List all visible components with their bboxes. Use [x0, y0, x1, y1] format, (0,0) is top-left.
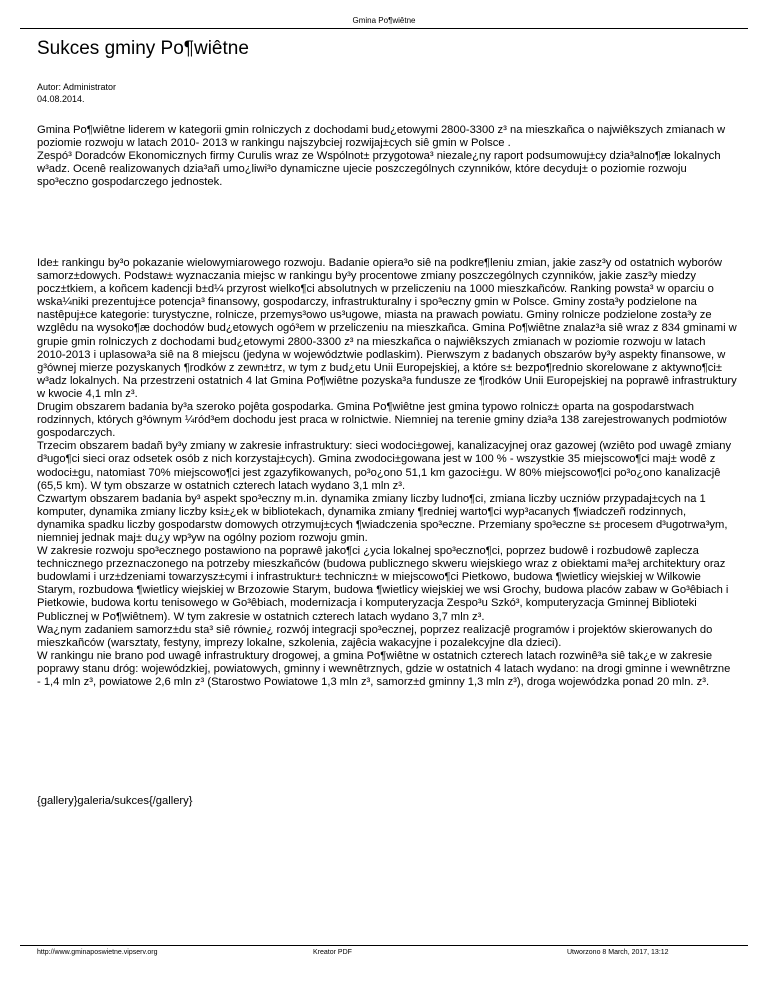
body-paragraph: Czwartym obszarem badania by³ aspekt spo³eczny m.in. dynamika zmiany liczby ludno¶ci, zmiana liczby uczniów przypadaj±cych na 1 komputer, dynamika zmiany liczby ksi±¿ek w bibliotekach, dynamika zmiany ¶redniej warto¶ci wyp³acanych ¶wiadczeñ rodzinnych, dynamika spadku liczby gospodarstw domowych otrzymuj±cych ¶wiadczenia spo³eczne. Przemiany spo³eczne s± procesem d³ugotrwa³ym, niemniej jednak maj± du¿y wp³yw na ogólny poziom rozwoju gmin.	[37, 492, 728, 544]
footer-url: http://www.gminaposwietne.vipserv.org	[37, 949, 158, 956]
article-title: Sukces gminy Po¶wiêtne	[37, 38, 249, 59]
article-meta	[37, 81, 116, 105]
gallery-placeholder: {gallery}galeria/sukces{/gallery}	[37, 795, 193, 807]
intro-line: Gmina Po¶wiêtne liderem w kategorii gmin rolniczych z dochodami bud¿etowymi 2800-3300 z³ na mieszkañca o najwiêkszych zmianach w poziomie rozwoju w latach 2010- 2013 w rankingu najszybciej rozwijaj±cych siê gmin w Polsce .	[37, 124, 726, 150]
footer-divider	[20, 945, 748, 946]
intro-paragraph	[37, 124, 737, 189]
intro-line: Zespó³ Doradców Ekonomicznych firmy Curulis wraz ze Wspólnot± przygotowa³ niezale¿ny raport podsumowuj±cy dzia³alno¶æ lokalnych w³adz. Ocenê realizowanych dzia³añ umo¿liwi³o dynamiczne ujecie poszczególnych czynników, które decyduj± o poziomie rozwoju spo³eczno gospodarczego jednostek.	[37, 150, 721, 189]
body-paragraph: Drugim obszarem badania by³a szeroko pojêta gospodarka. Gmina Po¶wiêtne jest gmina typowo rolnicz± oparta na gospodarstwach rodzinnych, których g³ównym ¼ród³em dochodu jest praca w rolnictwie. Niemniej na terenie gminy dzia³a 138 zarejestrowanych podmiotów gospodarczych.	[37, 401, 727, 440]
author-line: Autor: Administrator	[37, 82, 117, 92]
publish-date: 04.08.2014.	[37, 94, 85, 104]
body-paragraph: Trzecim obszarem badañ by³y zmiany w zakresie infrastruktury: sieci wodoci±gowej, kanalizacyjnej oraz gazowej (wziêto pod uwagê zmiany d³ugo¶ci sieci oraz odsetek osób z nich korzystaj±cych). Gmina zwodoci±gowana jest w 100 % - wszystkie 35 miejscowo¶ci maj± wodê z wodoci±gu, natomiast 70% miejscowo¶ci jest zgazyfikowanych, po³o¿ono 51,1 km gazoci±gu. W 80% miejscowo¶ci po³o¿ono kanalizacjê (65,5 km). W tym obszarze w ostatnich czterech latach wydano 3,1 mln z³.	[37, 440, 732, 492]
header-divider	[20, 28, 748, 29]
footer-generator: Kreator PDF	[313, 949, 352, 956]
body-paragraph: Wa¿nym zadaniem samorz±du sta³ siê równie¿ rozwój integracji spo³ecznej, poprzez realizacjê programów i projektów skierowanych do mieszkañców (warsztaty, festyny, imprezy lokalne, szkolenia, zajêcia wakacyjne i pozalekcyjne dla dzieci).	[37, 623, 713, 649]
footer-created: Utworzono 8 March, 2017, 13:12	[567, 949, 669, 956]
body-paragraph: W zakresie rozwoju spo³ecznego postawiono na poprawê jako¶ci ¿ycia lokalnej spo³eczno¶ci, poprzez budowê i rozbudowê zaplecza technicznego przeznaczonego na potrzeby mieszkañców (budowa publicznego skweru wiejskiego wraz z obiektami ma³ej architektury oraz budowlami i urz±dzeniami towarzysz±cymi i infrastruktur± techniczn± w miejscowo¶ci Pietkowo, budowa ¶wietlicy wiejskiej w Wilkowie Starym, rozbudowa ¶wietlicy wiejskiej w Brzozowie Starym, budowa ¶wietlicy wiejskiej we wsi Grochy, budowa placów zabaw w Go³êbiach i Pietkowie, budowa kortu tenisowego w Go³êbiach, modernizacja i komputeryzacja Zespo³u Szkó³, komputeryzacja Gminnej Biblioteki Publicznej w Po¶wiêtnem). W tym zakresie w ostatnich czterech latach wydano 3,7 mln z³.	[37, 545, 729, 623]
article-body	[37, 257, 737, 689]
body-paragraph: W rankingu nie brano pod uwagê infrastruktury drogowej, a gmina Po¶wiêtne w ostatnich czterech latach rozwinê³a siê tak¿e w zakresie poprawy stanu dróg: wojewódzkiej, powiatowych, gminny i wewnêtrznych, gdzie w ostatnich 4 latach wydano: na drogi gminne i wewnêtrzne - 1,4 mln z³, powiatowe 2,6 mln z³ (Starostwo Powiatowe 1,3 mln z³, samorz±d gminny 1,3 mln z³), droga wojewódzka ponad 20 mln. z³.	[37, 649, 731, 688]
body-paragraph: Ide± rankingu by³o pokazanie wielowymiarowego rozwoju. Badanie opiera³o siê na podkre¶leniu zmian, jakie zasz³y od ostatnich wyborów samorz±dowych. Podstaw± wyznaczania miejsc w rankingu by³y procentowe zmiany poszczególnych czynników, jakie zasz³y miedzy pocz±tkiem, a koñcem kadencji b±d¼ przyrost wielko¶ci absolutnych w przeliczeniu na 1000 mieszkañców. Ranking powsta³ w oparciu o wska¼niki prezentuj±ce potencja³ finansowy, gospodarczy, infrastrukturalny i spo³eczny gmin w Polsce. Gminy zosta³y podzielone na nastêpuj±ce kategorie: turystyczne, rolnicze, przemys³owo us³ugowe, miasta na prawach powiatu. Gminy rolnicze podzielone zosta³y ze wzglêdu na wysoko¶æ dochodów bud¿etowych ogó³em w przeliczeniu na mieszkañca. Gmina Po¶wiêtne znalaz³a siê wraz z 834 gminami w grupie gmin rolniczych z dochodami bud¿etowymi 2800-3300 z³ na mieszkañca o najwiêkszych zmianach w poziomie rozwoju w latach 2010-2013 i uplasowa³a siê na 8 miejscu (jedyna w województwie podlaskim). Pierwszym z badanych obszarów by³y aspekty finansowe, w g³ównej mierze pozyskanych ¶rodków z zewn±trz, w tym z bud¿etu Unii Europejskiej, a które s± bezpo¶rednio skorelowane z aktywno¶ci± w³adz lokalnych. Na przestrzeni ostatnich 4 lat Gmina Po¶wiêtne pozyska³a fundusze ze ¶rodków Unii Europejskiej na poprawê infrastruktury w kwocie 4,1 mln z³.	[37, 257, 737, 400]
page-header: Gmina Po¶wiêtne	[352, 16, 416, 25]
